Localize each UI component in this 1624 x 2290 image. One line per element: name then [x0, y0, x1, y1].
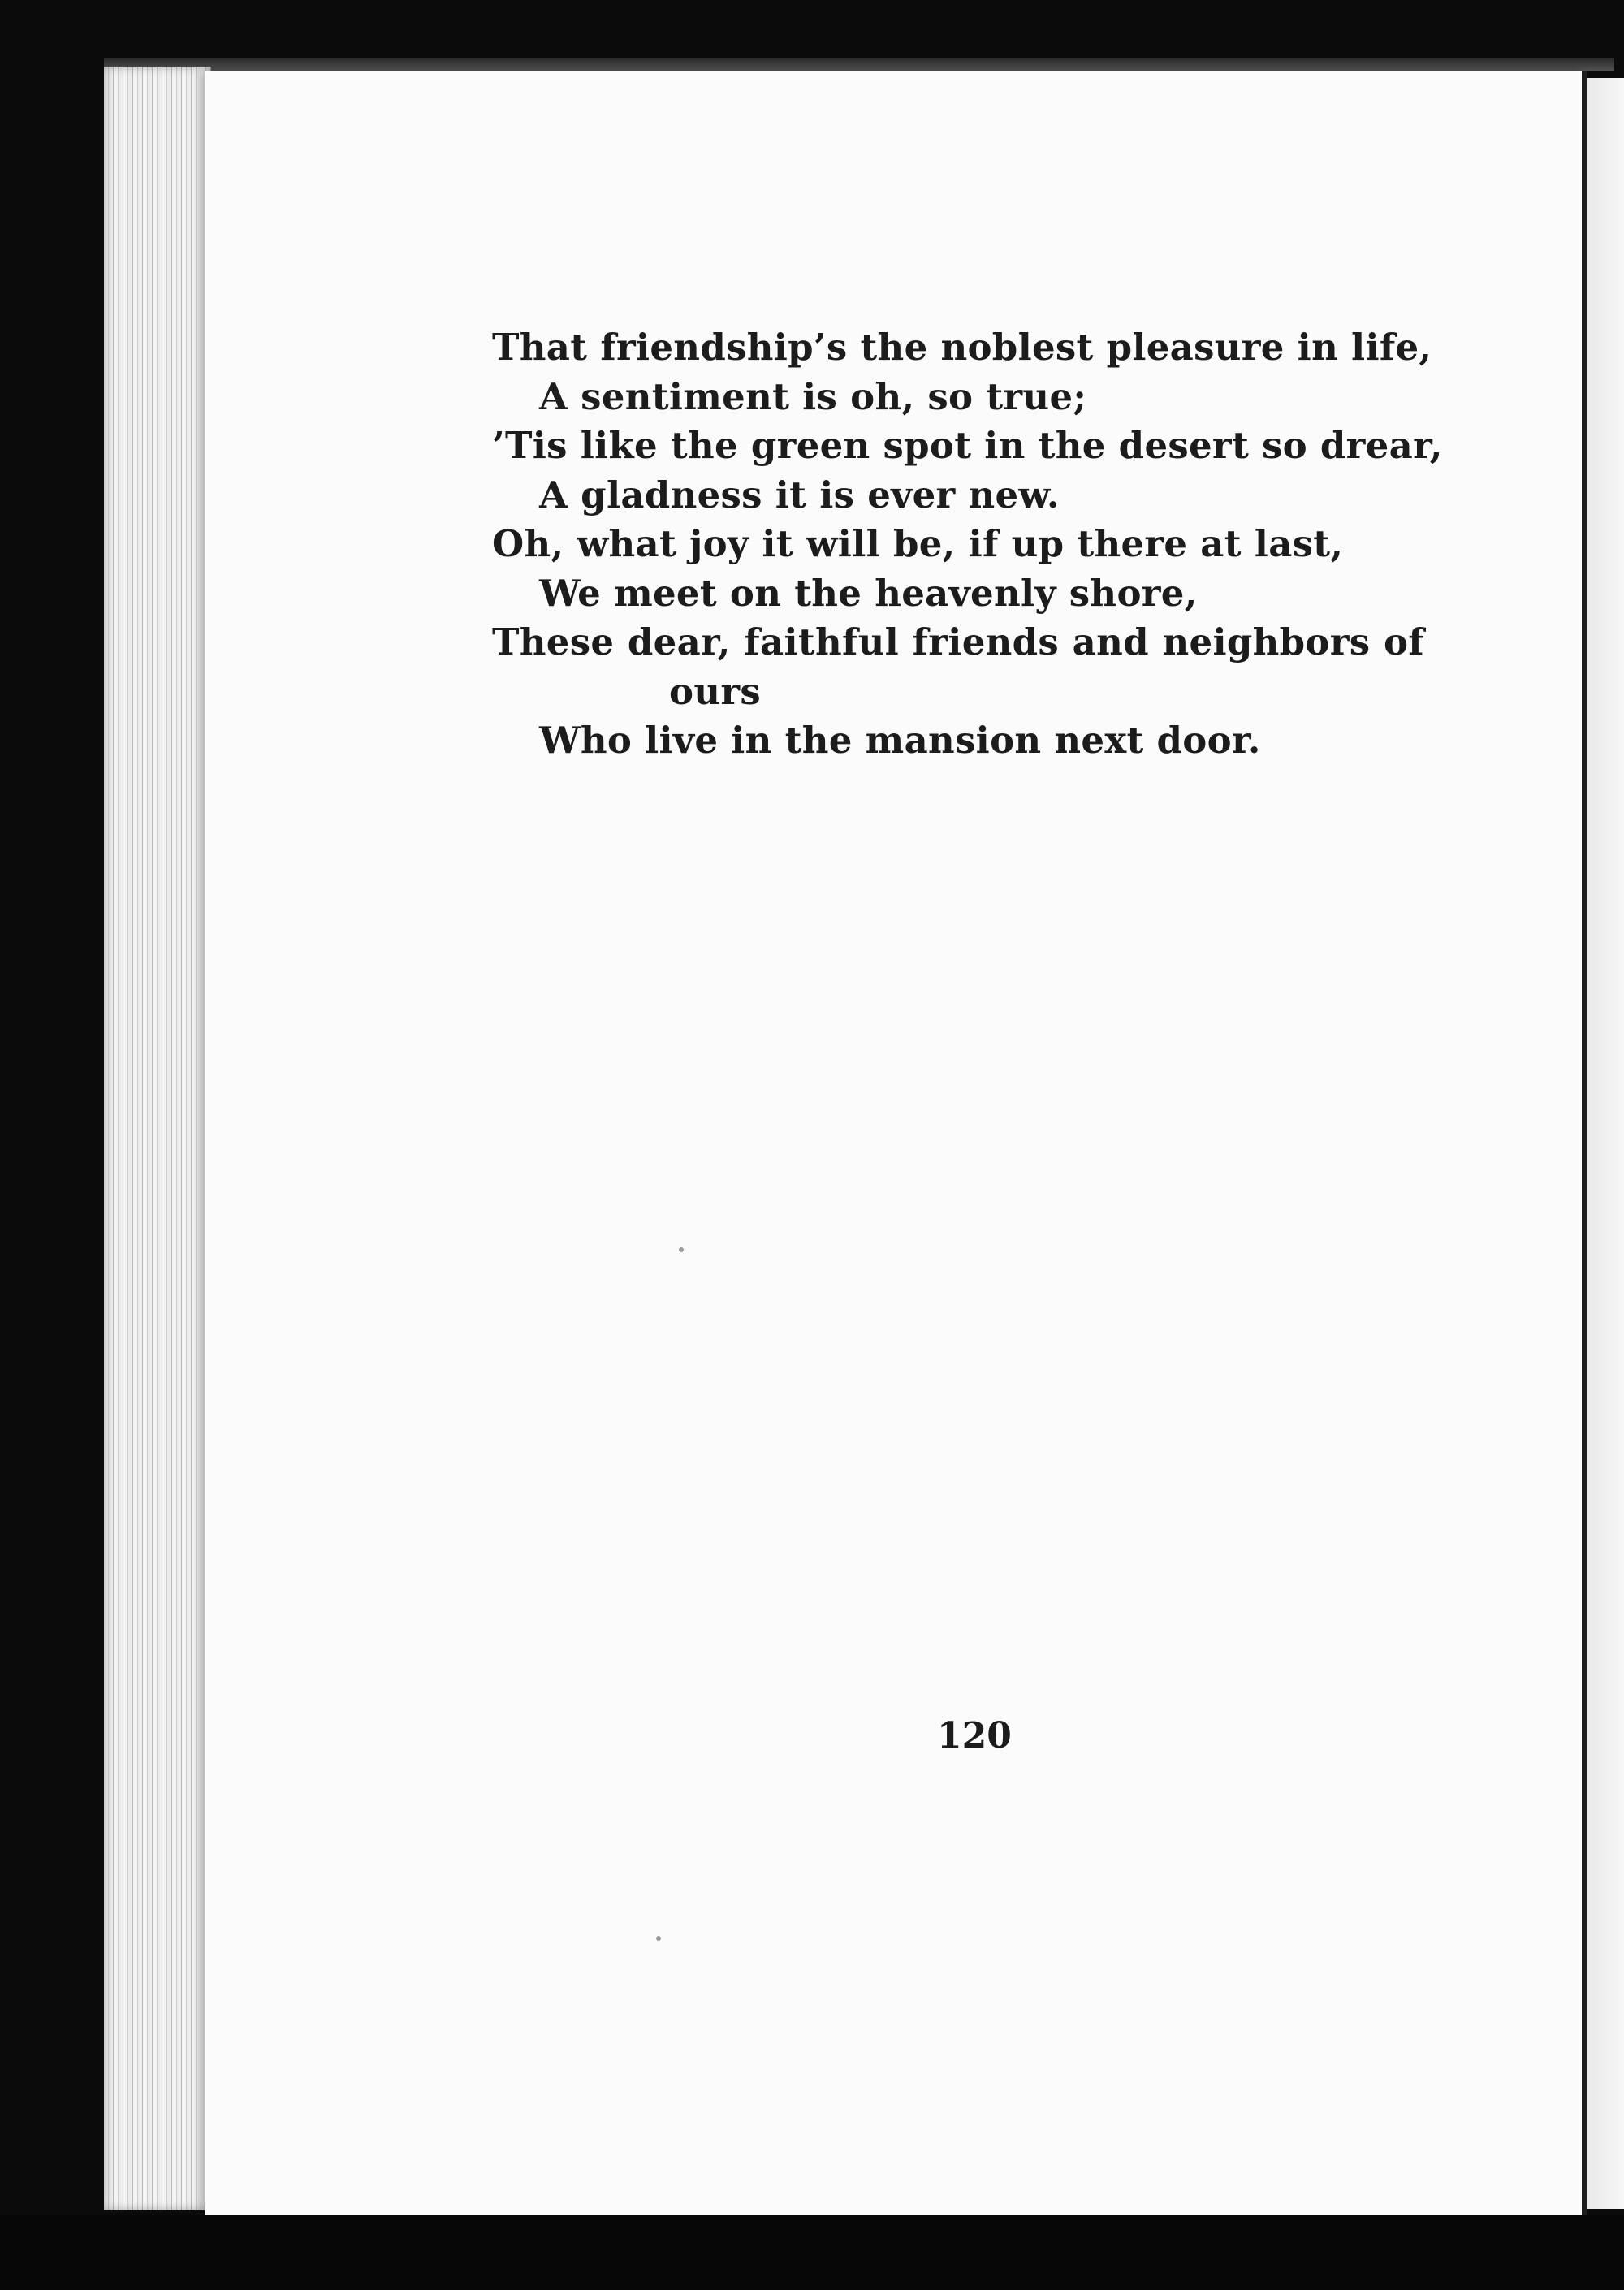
poem-line-7 — [492, 618, 1424, 668]
poem-word: friends — [912, 620, 1060, 663]
poem-line-2: A sentiment is oh, so true; — [539, 374, 1087, 418]
book-top-edge — [104, 58, 1614, 71]
paper-speck — [656, 1936, 661, 1941]
scan-bottom-border — [0, 2215, 1624, 2290]
poem-line-5: Oh, what joy it will be, if up there at last, — [492, 522, 1344, 565]
stacked-page-edges — [104, 67, 211, 2210]
poem-line-6: We meet on the heavenly shore, — [539, 571, 1198, 615]
poem-word: dear, — [627, 620, 731, 663]
poem-line-4: A gladness it is ever new. — [539, 473, 1060, 516]
poem-word: of — [1383, 620, 1424, 663]
page-number: 120 — [937, 1715, 1012, 1756]
poem-line-9: Who live in the mansion next door. — [539, 719, 1261, 762]
poem-word: faithful — [744, 620, 900, 663]
poem-word: These — [492, 620, 615, 663]
poem-line-3: ’Tis like the green spot in the desert so drear, — [492, 424, 1443, 467]
poem-text — [492, 323, 1443, 766]
poem-line-8: ours — [669, 669, 761, 713]
poem-line-1: That friendship’s the noblest pleasure in life, — [492, 326, 1432, 369]
poem-word: neighbors — [1162, 620, 1371, 663]
facing-page-sliver — [1587, 78, 1624, 2209]
paper-speck — [679, 1247, 684, 1252]
poem-word: and — [1072, 620, 1149, 663]
